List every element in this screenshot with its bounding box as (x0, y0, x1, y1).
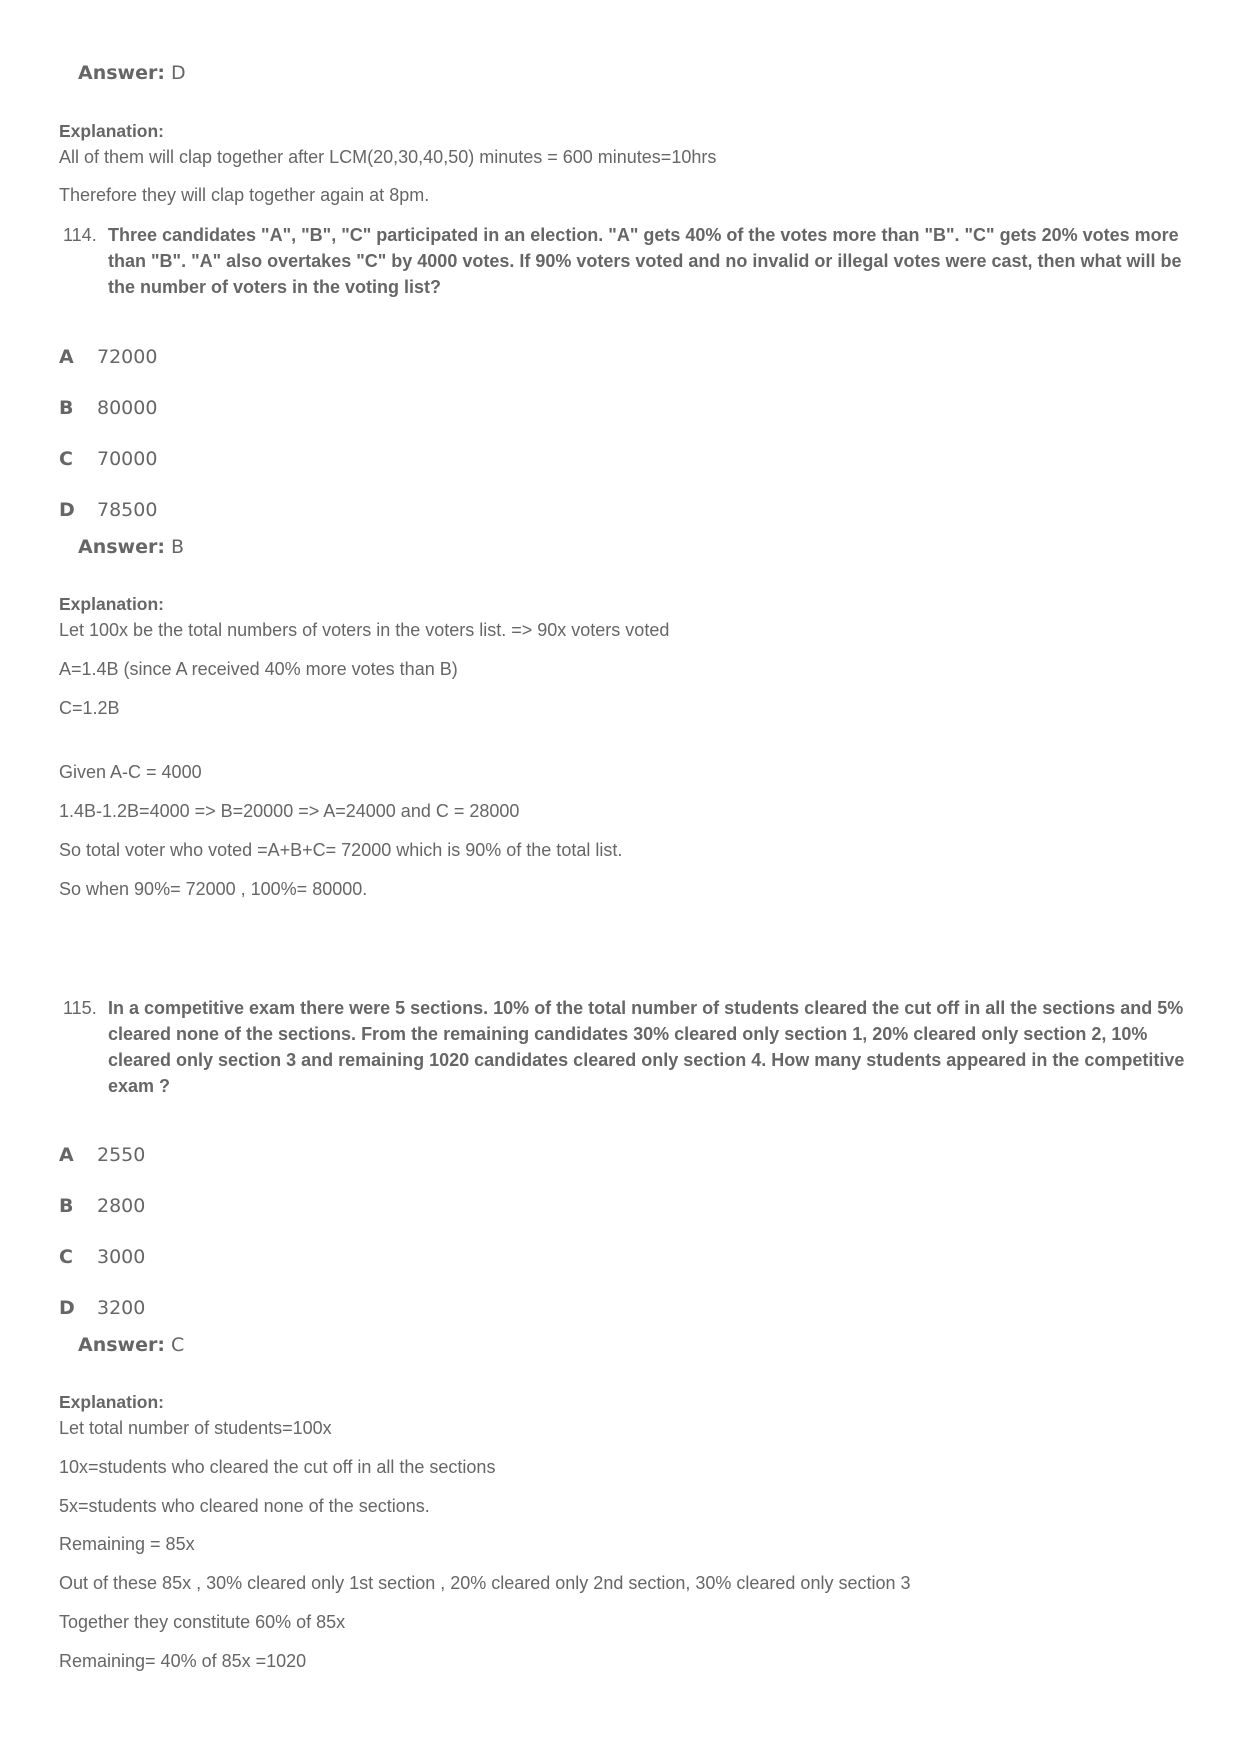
answer-value: D (171, 62, 186, 84)
explanation-line: Let 100x be the total numbers of voters in the voters list. => 90x voters voted (59, 620, 670, 640)
answer-value: C (171, 1334, 185, 1356)
answer-q113 (78, 62, 186, 84)
explanation-title-q114: Explanation: (59, 594, 165, 614)
option-value: 3000 (97, 1246, 146, 1268)
explanation-line: 1.4B-1.2B=4000 => B=20000 => A=24000 and C = 28000 (59, 801, 520, 821)
explanation-title-q115: Explanation: (59, 1392, 165, 1412)
option-value: 78500 (97, 499, 158, 521)
option-letter: A (59, 346, 74, 368)
option-b-115[interactable] (59, 1195, 145, 1217)
explanation-line: A=1.4B (since A received 40% more votes than B) (59, 659, 458, 679)
option-d-114[interactable] (59, 499, 157, 521)
question-text-115: In a competitive exam there were 5 sections. 10% of the total number of students cleared the cut off in all the sections and 5% cleared none of the sections. From the remaining candidates 30% cleared only section 1, 20% cleared only section 2, 10% cleared only section 3 and remaining 1020 candidates cleared only section 4. How many students appeared in the competitive exam ? (108, 998, 1185, 1096)
option-a-115[interactable] (59, 1144, 145, 1166)
option-c-114[interactable] (59, 448, 157, 470)
explanation-line: Therefore they will clap together again at 8pm. (59, 185, 430, 205)
explanation-line: Let total number of students=100x (59, 1418, 332, 1438)
answer-q115 (78, 1334, 184, 1356)
answer-value: B (171, 536, 185, 558)
option-letter: D (59, 499, 75, 521)
option-value: 3200 (97, 1297, 146, 1319)
option-a-114[interactable] (59, 346, 157, 368)
option-letter: C (59, 1246, 73, 1268)
explanation-line: All of them will clap together after LCM(20,30,40,50) minutes = 600 minutes=10hrs (59, 147, 717, 167)
option-letter: B (59, 397, 74, 419)
option-value: 80000 (97, 397, 158, 419)
option-letter: A (59, 1144, 74, 1166)
answer-q114 (78, 536, 184, 558)
answer-label: Answer: (78, 536, 165, 558)
explanation-title-q113: Explanation: (59, 121, 165, 141)
answer-label: Answer: (78, 1334, 165, 1356)
explanation-line: Remaining= 40% of 85x =1020 (59, 1651, 307, 1671)
explanation-line: Together they constitute 60% of 85x (59, 1612, 346, 1632)
explanation-line: Given A-C = 4000 (59, 762, 202, 782)
explanation-line: Remaining = 85x (59, 1534, 195, 1554)
option-value: 72000 (97, 346, 158, 368)
explanation-line: Out of these 85x , 30% cleared only 1st section , 20% cleared only 2nd section, 30% cleared only section 3 (59, 1573, 911, 1593)
option-value: 2800 (97, 1195, 146, 1217)
explanation-line: C=1.2B (59, 698, 120, 718)
option-c-115[interactable] (59, 1246, 145, 1268)
question-text-114: Three candidates "A", "B", "C" participated in an election. "A" gets 40% of the votes more than "B". "C" gets 20% votes more than "B". "A" also overtakes "C" by 4000 votes. If 90% voters voted and no invalid or illegal votes were cast, then what will be the number of voters in the voting list? (108, 225, 1182, 297)
explanation-line: So when 90%= 72000 , 100%= 80000. (59, 879, 368, 899)
option-value: 70000 (97, 448, 158, 470)
answer-label: Answer: (78, 62, 165, 84)
explanation-line: 10x=students who cleared the cut off in all the sections (59, 1457, 496, 1477)
option-letter: C (59, 448, 73, 470)
explanation-line: 5x=students who cleared none of the sections. (59, 1496, 430, 1516)
option-letter: B (59, 1195, 74, 1217)
question-number-115: 115. (63, 998, 97, 1018)
option-b-114[interactable] (59, 397, 157, 419)
option-d-115[interactable] (59, 1297, 145, 1319)
option-value: 2550 (97, 1144, 146, 1166)
question-number-114: 114. (63, 225, 97, 245)
option-letter: D (59, 1297, 75, 1319)
explanation-line: So total voter who voted =A+B+C= 72000 which is 90% of the total list. (59, 840, 623, 860)
